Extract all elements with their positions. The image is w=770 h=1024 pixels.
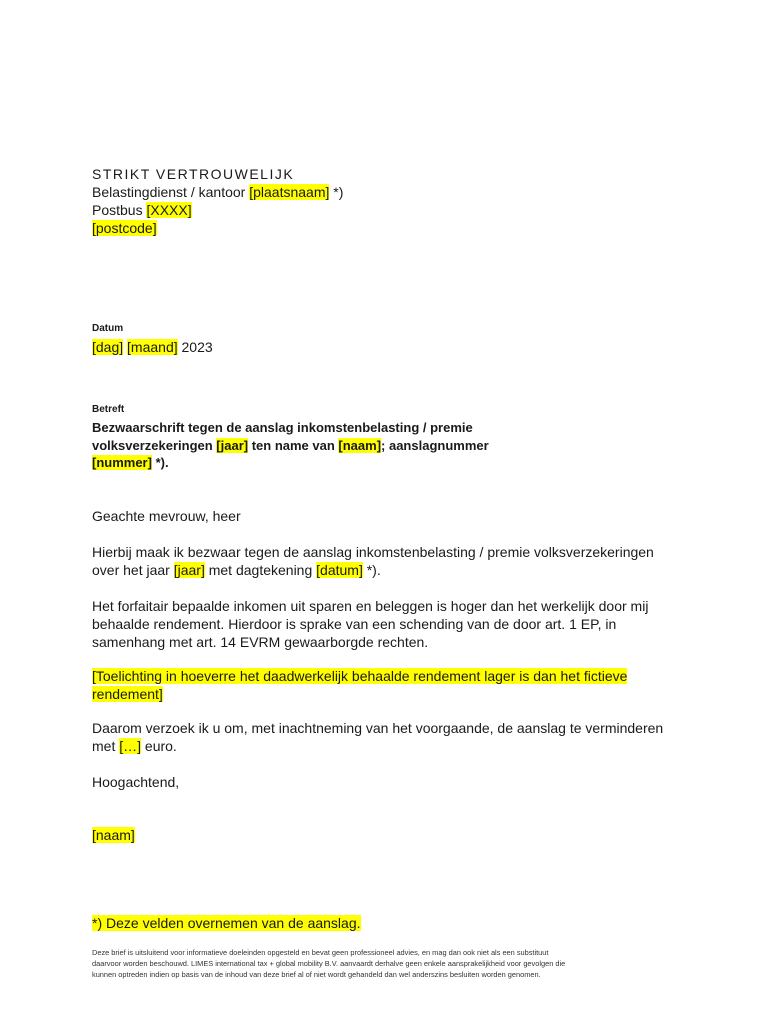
paragraph-explanation-placeholder: [Toelichting in hoeverre het daadwerkelijk behaalde rendement lager is dan het fictieve rendement]: [92, 668, 628, 702]
subject-text: Bezwaarschrift tegen de aanslag inkomstenbelasting / premie volksverzekeringen [jaar] ten name van [naam]; aanslagnummer [nummer] *).: [92, 420, 489, 470]
paragraph-objection: Hierbij maak ik bezwaar tegen de aanslag inkomstenbelasting / premie volksverzekeringen over het jaar [jaar] met dagtekening [datum] *).: [92, 544, 654, 578]
date-value: [dag] [maand] 2023: [92, 339, 213, 355]
placeholder-jaar: [jaar]: [173, 562, 205, 578]
placeholder-maand: [maand]: [127, 339, 178, 355]
confidential-heading: STRIKT VERTROUWELIJK: [92, 166, 295, 182]
placeholder-dag: [dag]: [92, 339, 124, 355]
placeholder-datum: [datum]: [316, 562, 363, 578]
placeholder-postcode: [postcode]: [92, 220, 157, 236]
placeholder-nummer: [nummer]: [92, 455, 152, 470]
placeholder-amount: […]: [119, 738, 142, 754]
signature-name: [naam]: [92, 827, 135, 843]
paragraph-reasoning: Het forfaitair bepaalde inkomen uit sparen en beleggen is hoger dan het werkelijk door mij behaalde rendement. Hierdoor is sprake van een schending van de door art. 1 EP, in samenhang met art. 14 EVRM gewaarborgde rechten.: [92, 598, 649, 650]
address-block: [92, 165, 343, 237]
address-line-2: Postbus [XXXX]: [92, 202, 192, 218]
footnote: *) Deze velden overnemen van de aanslag.: [92, 915, 361, 931]
address-line-1: Belastingdienst / kantoor [plaatsnaam] *): [92, 184, 344, 200]
date-block: [92, 323, 213, 356]
placeholder-jaar: [jaar]: [216, 437, 249, 453]
placeholder-naam: [naam]: [338, 437, 382, 453]
disclaimer: Deze brief is uitsluitend voor informatieve doeleinden opgesteld en bevat geen professioneel advies, en mag dan ook niet als een substituut daarvoor worden beschouwd. LIMES international tax + global mobility B.V. aanvaardt derhalve geen enkele aansprakelijkheid voor gevolgen die kunnen optreden indien op basis van de inhoud van deze brief al of niet wordt gehandeld dan wel anderszins besluiten worden genomen.: [92, 948, 566, 979]
date-label: Datum: [92, 323, 124, 334]
subject-block: [92, 404, 489, 472]
closing: Hoogachtend,: [92, 774, 180, 790]
placeholder-plaatsnaam: [plaatsnaam]: [249, 184, 330, 200]
address-line-3: [92, 219, 343, 237]
placeholder-postbus: [XXXX]: [146, 202, 192, 218]
subject-label: Betreft: [92, 404, 125, 415]
paragraph-request: Daarom verzoek ik u om, met inachtneming van het voorgaande, de aanslag te verminderen met […] euro.: [92, 720, 664, 754]
salutation: Geachte mevrouw, heer: [92, 508, 241, 524]
